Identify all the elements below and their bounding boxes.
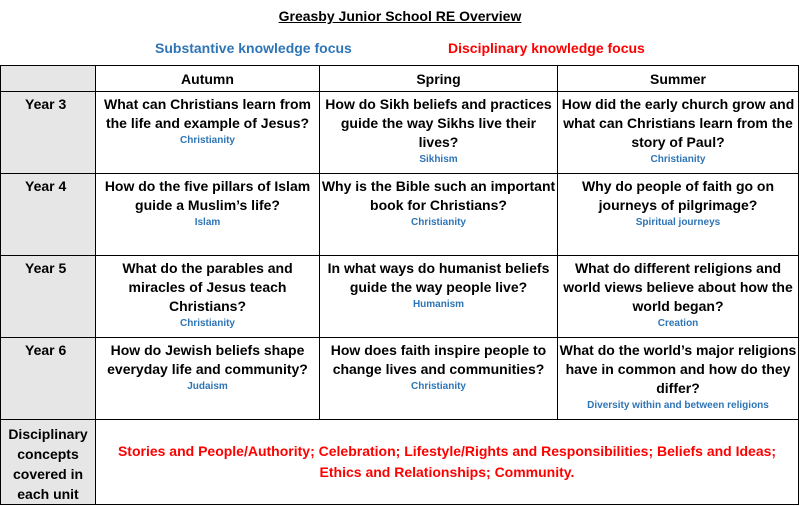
unit-question: What do different religions and world views believe about how the world began? [563, 260, 793, 314]
unit-religion: Sikhism [419, 154, 458, 165]
unit-cell-autumn [96, 174, 320, 256]
unit-religion: Christianity [179, 135, 235, 146]
header-summer: Summer [558, 66, 799, 92]
unit-question: What do the world’s major religions have in common and how do they differ? [559, 342, 797, 396]
unit-religion: Humanism [412, 299, 465, 310]
overview-table [0, 65, 799, 505]
unit-cell-summer [558, 256, 799, 338]
table-row [1, 256, 799, 338]
unit-cell-spring [320, 338, 558, 420]
unit-cell-summer [558, 174, 799, 256]
unit-religion: Creation [657, 318, 699, 329]
page-title: Greasby Junior School RE Overview [278, 8, 522, 24]
unit-question: How do the five pillars of Islam guide a Muslim’s life? [104, 178, 311, 213]
unit-cell-summer [558, 338, 799, 420]
unit-religion: Christianity [179, 318, 235, 329]
header-spring: Spring [320, 66, 558, 92]
unit-question: What can Christians learn from the life and example of Jesus? [104, 96, 311, 131]
unit-question: Why is the Bible such an important book for Christians? [321, 178, 556, 213]
unit-cell-spring [320, 256, 558, 338]
unit-question: How did the early church grow and what can Christians learn from the story of Paul? [561, 96, 795, 150]
unit-religion: Judaism [187, 381, 228, 392]
unit-question: How do Jewish beliefs shape everyday life and community? [107, 342, 308, 377]
unit-cell-spring [320, 92, 558, 174]
unit-religion: Islam [194, 217, 221, 228]
concepts-label: Disciplinary concepts covered in each unit [1, 420, 96, 505]
unit-question: How does faith inspire people to change lives and communities? [330, 342, 547, 377]
unit-question: Why do people of faith go on journeys of pilgrimage? [581, 178, 775, 213]
unit-question: How do Sikh beliefs and practices guide the way Sikhs live their lives? [325, 96, 552, 150]
unit-question: What do the parables and miracles of Jesus teach Christians? [122, 260, 293, 314]
unit-cell-summer [558, 92, 799, 174]
unit-cell-autumn [96, 92, 320, 174]
concepts-row [1, 420, 799, 505]
table-row [1, 174, 799, 256]
table-row [1, 92, 799, 174]
unit-religion: Christianity [410, 381, 466, 392]
header-corner [1, 66, 96, 92]
header-row [1, 66, 799, 92]
legend-disciplinary: Disciplinary knowledge focus [448, 40, 645, 56]
unit-religion: Diversity within and between religions [587, 400, 769, 411]
table-row [1, 338, 799, 420]
header-autumn: Autumn [96, 66, 320, 92]
unit-religion: Christianity [410, 217, 466, 228]
unit-religion: Spiritual journeys [635, 217, 721, 228]
legend-substantive: Substantive knowledge focus [155, 40, 352, 56]
unit-cell-spring [320, 174, 558, 256]
year-label: Year 6 [1, 338, 96, 420]
concepts-text: Stories and People/Authority; Celebration; Lifestyle/Rights and Responsibilities; Beliefs and Ideas; Ethics and Relationships; Community. [96, 420, 799, 505]
year-label: Year 4 [1, 174, 96, 256]
unit-religion: Christianity [650, 154, 706, 165]
year-label: Year 3 [1, 92, 96, 174]
unit-question: In what ways do humanist beliefs guide the way people live? [327, 260, 550, 295]
unit-cell-autumn [96, 338, 320, 420]
year-label: Year 5 [1, 256, 96, 338]
unit-cell-autumn [96, 256, 320, 338]
